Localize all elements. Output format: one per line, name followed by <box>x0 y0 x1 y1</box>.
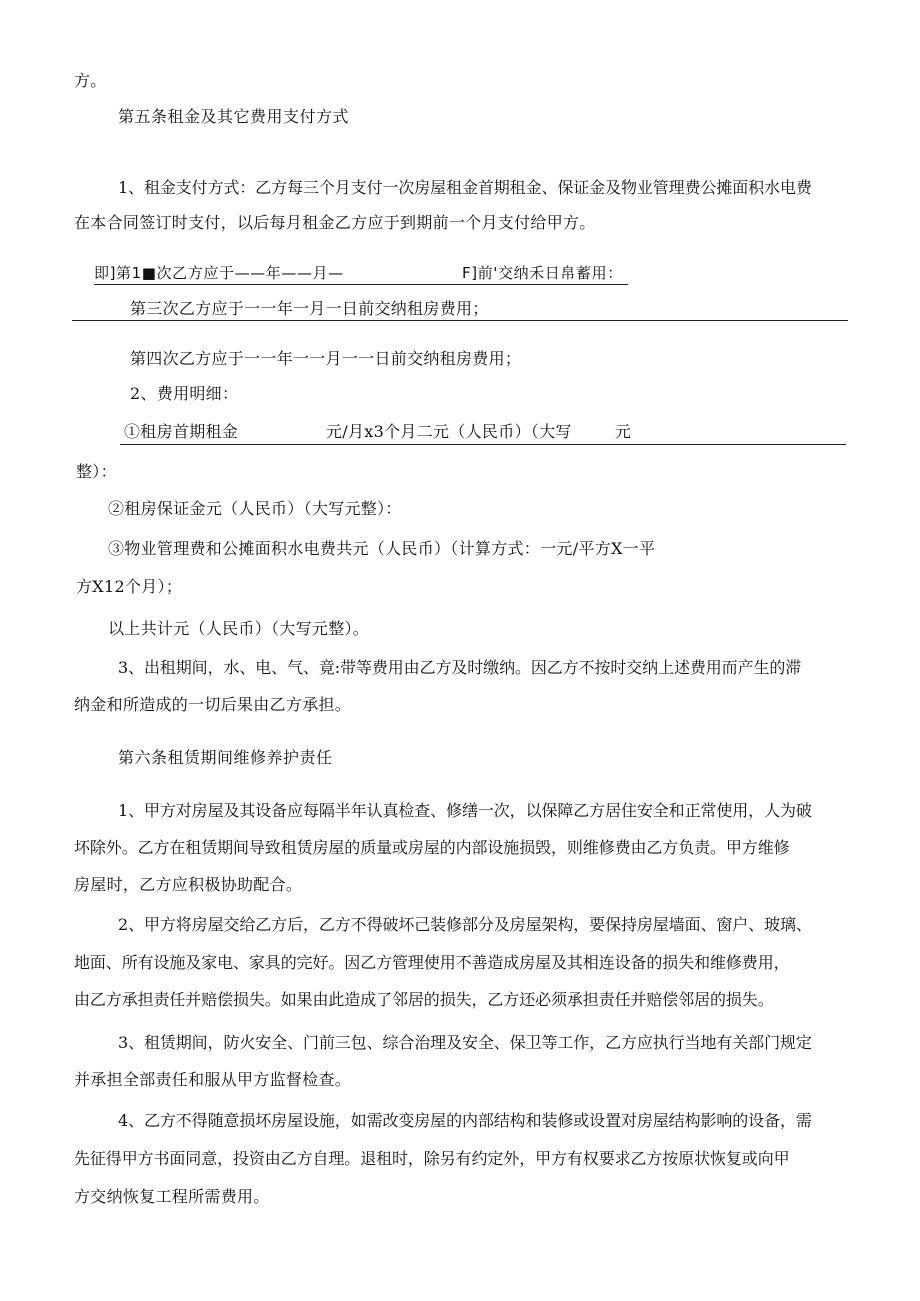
text-line: 3、租赁期间，防火安全、门前三包、综合治理及安全、保卫等工作，乙方应执行当地有关部门规定 <box>118 1033 812 1052</box>
text-line: 方X12个月）； <box>76 577 183 596</box>
text-line: 房屋时，乙方应积极协助配合。 <box>74 875 303 894</box>
fee-item-1-detail: 元/月x3个月二元（人民币）（大写 <box>326 422 572 441</box>
text-line-garbled: 即]第1■次乙方应于——年——月— <box>94 264 344 282</box>
text-line: 方交纳恢复工程所需费用。 <box>74 1187 270 1206</box>
fee-item-3: ③物业管理费和公摊面积水电费共元（人民币）（计算方式：一元/平方X一平 <box>108 539 656 558</box>
section-heading-article-5: 第五条租金及其它费用支付方式 <box>118 107 350 126</box>
text-line: 1、租金支付方式：乙方每三个月支付一次房屋租金首期租金、保证金及物业管理费公摊面积水电费 <box>118 178 812 197</box>
fee-item-1-label: ①租房首期租金 <box>124 422 239 441</box>
text-line: 2、费用明细： <box>130 384 239 403</box>
text-line: 第四次乙方应于一一年一一月一一日前交纳租房费用； <box>130 349 522 368</box>
text-line: 1、甲方对房屋及其设备应每隔半年认真检查、修缮一次，以保障乙方居住安全和正常使用，人为破 <box>118 801 812 820</box>
underline-rule <box>94 284 628 285</box>
text-line: 第三次乙方应于一一年一月一日前交纳租房费用； <box>130 299 489 318</box>
text-line: 并承担全部责任和服从甲方监督检查。 <box>74 1070 352 1089</box>
text-line: 由乙方承担责任并赔偿损失。如果由此造成了邻居的损失，乙方还必须承担责任并赔偿邻居的损失。 <box>74 990 774 1009</box>
text-line: 整）： <box>76 462 117 481</box>
divider-rule <box>72 320 848 321</box>
text-line: 2、甲方将房屋交给乙方后，乙方不得破坏己装修部分及房屋架构，要保持房屋墙面、窗户、玻璃、 <box>118 915 812 934</box>
section-heading-article-6: 第六条租赁期间维修养护责任 <box>118 748 333 767</box>
text-line: 地面、所有设施及家电、家具的完好。因乙方管理使用不善造成房屋及其相连设备的损失和维修费用， <box>74 953 790 972</box>
underline-rule <box>120 444 846 445</box>
text-line: 先征得甲方书面同意，投资由乙方自理。退租时，除另有约定外，甲方有权要求乙方按原状恢复或向甲 <box>74 1149 790 1168</box>
text-line: 3、出租期间，水、电、气、竟:带等费用由乙方及时缴纳。因乙方不按时交纳上述费用而产生的滞 <box>118 658 802 677</box>
text-line: 在本合同签订时支付，以后每月租金乙方应于到期前一个月支付给甲方。 <box>74 213 596 232</box>
text-line: 方。 <box>74 71 107 90</box>
fee-item-2: ②租房保证金元（人民币）（大写元整）： <box>108 499 402 518</box>
text-line-garbled: F]前'交纳禾日帛蓄用： <box>462 264 623 282</box>
text-line: 纳金和所造成的一切后果由乙方承担。 <box>74 695 352 714</box>
text-line: 坏除外。乙方在租赁期间导致租赁房屋的质量或房屋的内部设施损毁，则维修费由乙方负责。甲方维修 <box>74 838 790 857</box>
fee-total: 以上共计元（人民币）（大写元整）。 <box>108 619 370 638</box>
text-line: 4、乙方不得随意损坏房屋设施，如需改变房屋的内部结构和装修或设置对房屋结构影响的设备，需 <box>118 1111 812 1130</box>
fee-item-1-unit: 元 <box>615 422 632 441</box>
